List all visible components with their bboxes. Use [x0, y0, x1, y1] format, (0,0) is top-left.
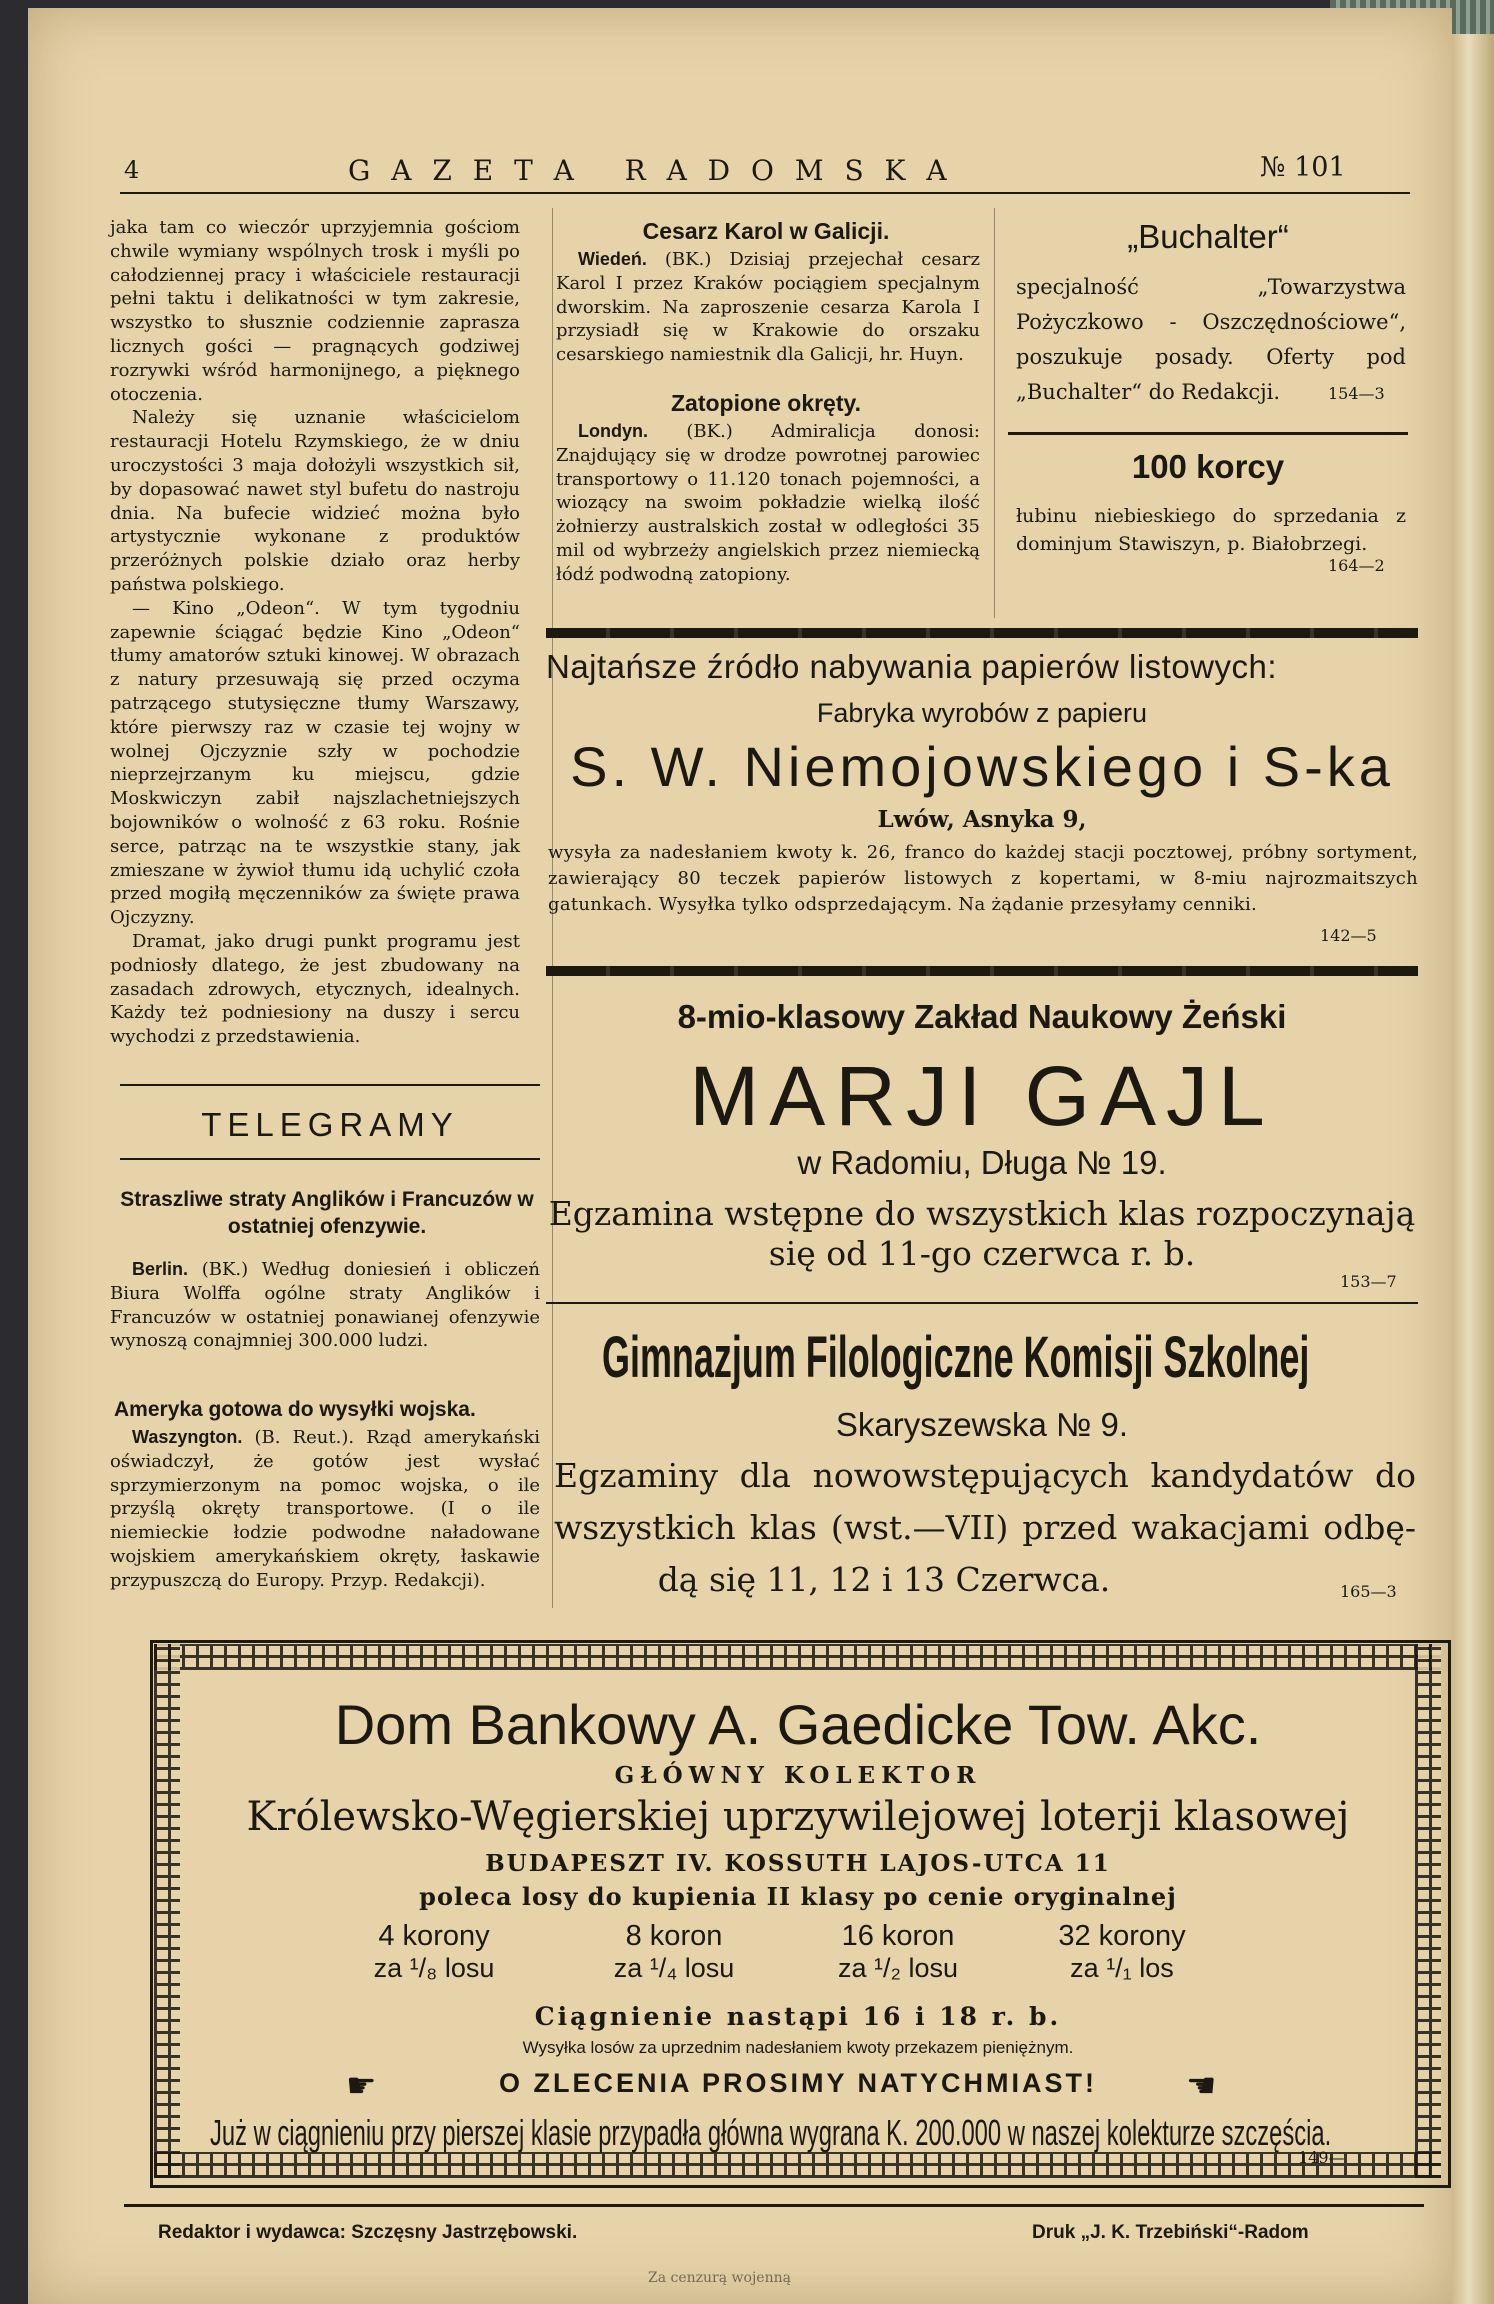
gimnazjum-address: Skaryszewska № 9. [835, 1406, 1129, 1443]
ad-number: 153—7 [1340, 1272, 1397, 1291]
ad-number: 142—5 [1320, 926, 1377, 945]
censor-note: Za cenzurą wojenną [648, 2270, 791, 2286]
price-fraction: za ¹/₄ losu [613, 1953, 735, 1983]
dateline: Londyn. [578, 421, 648, 441]
column-divider [994, 208, 995, 618]
bank-winner: Już w ciągnieniu przy pierszej klasie przypadła główna wygrana K. 200.000 w naszej kolekturze szczęścia. [210, 2112, 1332, 2153]
telegram-2-title: Ameryka gotowa do wysyłki wojska. [114, 1398, 476, 1421]
ad-number: 149— [1298, 2148, 1345, 2167]
ad-rule [546, 628, 1418, 638]
price-fraction: za ¹/₁ los [1070, 1953, 1174, 1983]
price-value: 32 korony [1058, 1920, 1186, 1952]
section-rule [120, 1084, 540, 1086]
gajl-body-2: się od 11-go czerwca r. b. [768, 1234, 1196, 1273]
price-item [788, 1920, 1008, 1984]
meander-border-right [1415, 1644, 1441, 2178]
price-item [564, 1920, 784, 1984]
price-value: 8 koron [625, 1920, 723, 1952]
meander-border-left [154, 1644, 180, 2178]
price-fraction: za ¹/₂ losu [837, 1953, 959, 1983]
price-item [1012, 1920, 1232, 1984]
news-1 [556, 248, 980, 367]
paper-ad-body: wysyła za nadesłaniem kwoty k. 26, franco do każdej stacji pocztowej, próbny sortyment, zawierający 80 teczek papierów listowych z kopertami, w 8-miu najrozmaitszych gatunkach. Wysyłka tylko odsprzedającym. Na żądanie przesyłamy cenniki. [548, 842, 1418, 915]
news-2 [556, 420, 980, 587]
paper-ad-sub: Fabryka wyrobów z papieru [816, 698, 1148, 728]
news-body: (BK.) Admiralicja donosi: Znajdujący się w drodze powrotnej parowiec transportowy o 11.120 tonach pojemności, a wiozący na swoim pokładzie wielką ilość żołnierzy australskich został w odległości 35 mil od wybrzeży angielskich przez niemiecką łódź podwodną zatopiony. [556, 421, 980, 585]
bank-shipping: Wysyłka losów za uprzednim nadesłaniem kwoty przekazem pieniężnym. [522, 2038, 1074, 2057]
paper-ad-name: S. W. Niemojowskiego i S-ka [570, 735, 1394, 798]
bank-address: BUDAPESZT IV. KOSSUTH LAJOS-UTCA 11 [485, 1850, 1111, 1877]
bank-offer: poleca losy do kupienia II klasy po cenie oryginalnej [419, 1882, 1177, 1911]
editor-credit: Redaktor i wydawca: Szczęsny Jastrzębowski. [158, 2222, 578, 2243]
korcy-title: 100 korcy [1131, 448, 1285, 485]
buchalter-body: specjalność „Towarzystwa Pożyczkowo - Oszczędnościowe“, poszukuje posady. Oferty pod „Buchalter“ do Redakcji. [1016, 275, 1406, 404]
news-body: (BK.) Dzisiaj przejechał cesarz Karol I przez Kraków pociągiem specjalnym dworskim. Na zaproszenie cesarza Karola I przysiadł się w Krakowie do orszaku cesarskiego namiestnik dla Galicji, hr. Huyn. [556, 249, 980, 366]
footer-rule [124, 2204, 1424, 2207]
gajl-line1: 8-mio-klasowy Zakład Naukowy Żeński [677, 998, 1287, 1035]
header-rule [120, 192, 1410, 194]
dateline: Waszyngton. [132, 1427, 243, 1447]
issue-number: № 101 [1260, 152, 1346, 183]
pointing-hand-left-icon: ☚ [1186, 2066, 1217, 2106]
masthead: G A Z E T A R A D O M S K A [348, 154, 953, 187]
gajl-address: w Radomiu, Długa № 19. [797, 1144, 1167, 1181]
page-number: 4 [124, 156, 140, 184]
paragraph: — Kino „Odeon“. W tym tygodniu zapewnie ściągać będzie Kino „Odeon“ tłumy amatorów sztuki kinowej. W obrazach z natury przesuwają się przed oczyma patrzącego stutysięczne tłumy Warszawy, które pierwszy raz w czasie tej wojny w wolnej Ojczyznie szły w pochodzie nieprzejrzanym ku miejscu, gdzie Moskwiczyn zabił najszlachetniejszych bojowników o wolność z 63 roku. Rośnie serce, patrząc na te wszystkie stany, jak zmieszane w żywioł tłumu idą uchylić czoła przed mogiłą męczenników za święte prawa Ojczyzny. [110, 597, 520, 929]
dateline: Wiedeń. [578, 249, 647, 269]
gimnazjum-body-3: dą się 11, 12 i 13 Czerwca. [657, 1560, 1111, 1599]
telegram-1 [110, 1258, 540, 1353]
telegram-1-title: Straszliwe straty Anglików i Francuzów w ostatniej ofenzywie. [120, 1188, 534, 1238]
newspaper-page [28, 8, 1452, 2304]
telegram-body: (BK.) Według doniesień i obliczeń Biura Wolffa ogólne straty Anglików i Francuzów w ostatniej ponawianej ofenzywie wynoszą conajmniej 300.000 ludzi. [110, 1259, 540, 1352]
news-2-title: Zatopione okręty. [671, 390, 861, 416]
dateline: Berlin. [132, 1259, 189, 1279]
bank-winner-wrap [210, 2112, 1410, 2158]
ad-number: 165—3 [1340, 1582, 1397, 1601]
price-item [324, 1920, 544, 1984]
paragraph: Należy się uznanie właścicielom restauracji Hotelu Rzymskiego, że w dniu uroczystości 3 maja dołożyli wszystkich sił, by dopasować nawet styl bufetu do nastroju dnia. Na bufecie widzieć można było artystycznie wykonane z produktów przeróżnych polskie działo oraz herby państwa polskiego. [110, 407, 520, 595]
ad-number: 164—2 [1328, 556, 1385, 575]
ad-number: 154—3 [1328, 384, 1385, 403]
paper-ad-address: Lwów, Asnyka 9, [877, 806, 1087, 833]
paragraph: jaka tam co wieczór uprzyjemnia gościom chwile wymiany wspólnych trosk i myśli po całodziennej pracy i właściciele restauracji pełni taktu i delikatności w tym zakresie, wszystko to słusznie codziennie zaprasza licznych gości — pragnących godziwej rozrywki wśród harmonijnego, a pięknego otoczenia. [110, 217, 520, 405]
meander-border-top [154, 1644, 1441, 1670]
telegramy-heading: TELEGRAMY [201, 1106, 459, 1143]
printer-credit: Druk „J. K. Trzebiński“-Radom [1032, 2222, 1309, 2243]
paragraph: Dramat, jako drugi punkt programu jest podniosły dlatego, że jest zbudowany na zasadach zdrowych, etycznych, idealnych. Każdy też podniesiony na duszy i sercu wychodzi z przedstawienia. [110, 930, 520, 1048]
section-rule [120, 1158, 540, 1160]
news-1-title: Cesarz Karol w Galicji. [642, 218, 890, 244]
gajl-name: MARJI GAJL [689, 1049, 1275, 1143]
telegram-2 [110, 1426, 540, 1593]
ad-rule [1008, 432, 1408, 435]
paper-ad-headline: Najtańsze źródło nabywania papierów listowych: [546, 648, 1278, 685]
bank-orders: O ZLECENIA PROSIMY NATYCHMIAST! [498, 2068, 1097, 2098]
gimnazjum-name: Gimnazjum Filologiczne Komisji Szkolnej [602, 1325, 1310, 1390]
gimnazjum-body-1: Egzaminy dla nowowstępujących kandydatów do [554, 1456, 1416, 1495]
pointing-hand-right-icon: ☛ [346, 2066, 377, 2106]
gimnazjum-name-wrap [602, 1324, 1382, 1396]
gajl-body-1: Egzamina wstępne do wszystkich klas rozpoczynają [548, 1194, 1416, 1233]
bank-lottery: Królewsko-Węgierskiej uprzywilejowej loterji klasowej [246, 1794, 1350, 1840]
bank-kolektor: GŁÓWNY KOLEKTOR [614, 1762, 982, 1789]
bank-name: Dom Bankowy A. Gaedicke Tow. Akc. [334, 1693, 1262, 1756]
page-edge [1452, 0, 1494, 2304]
korcy-body: łubinu niebieskiego do sprzedania z dominjum Stawiszyn, p. Białobrzegi. [1016, 505, 1406, 555]
column-1-article [110, 216, 520, 1049]
bank-draw: Ciągnienie nastąpi 16 i 18 r. b. [534, 2002, 1062, 2031]
ad-rule [546, 966, 1418, 976]
gimnazjum-body-2: wszystkich klas (wst.—VII) przed wakacjami odbę- [554, 1508, 1416, 1547]
price-fraction: za ¹/₈ losu [373, 1953, 495, 1983]
price-value: 16 koron [841, 1920, 955, 1952]
buchalter-title: „Buchalter“ [1127, 218, 1289, 255]
price-value: 4 korony [378, 1920, 490, 1952]
ad-rule [546, 1302, 1418, 1304]
telegram-body: (B. Reut.). Rząd amerykański oświadczył, że gotów jest wysłać sprzymierzonym na pomoc wojska, o ile przyślą okręty transportowe. (I o ile niemieckie łodzie podwodne naładowane wojskiem amerykańskiem okręty, łaskawie przypuszczą do Europy. Przyp. Redakcji). [110, 1427, 540, 1591]
